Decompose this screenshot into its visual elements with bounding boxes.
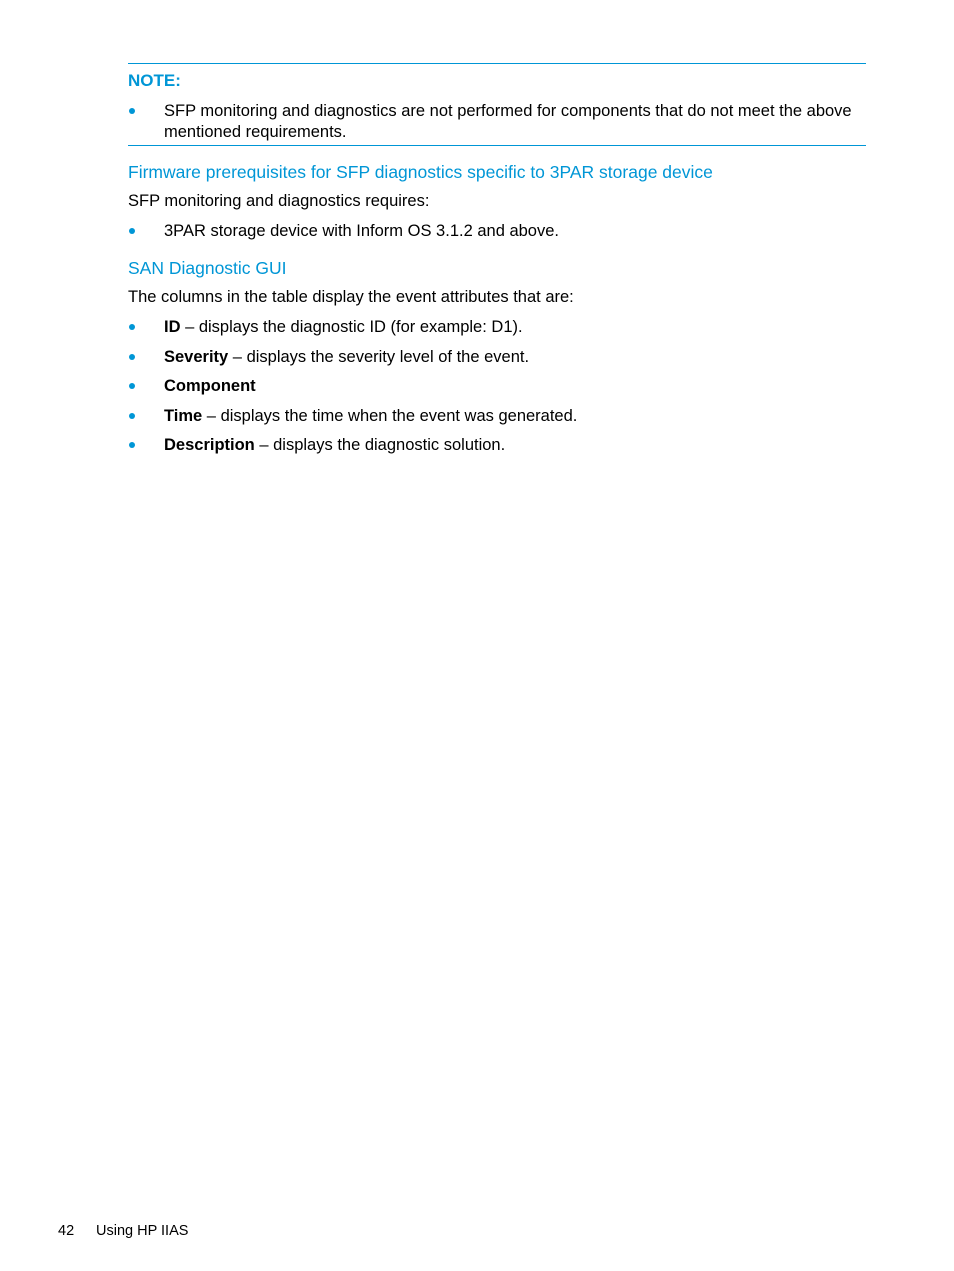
list-item-description — [128, 435, 868, 455]
list-item-text — [164, 406, 577, 426]
bullet-icon — [129, 383, 135, 389]
list-item-text — [164, 376, 256, 396]
term-description: – displays the time when the event was generated. — [202, 407, 578, 425]
list-item-text — [164, 317, 523, 337]
bullet-icon — [129, 354, 135, 360]
bullet-icon — [129, 228, 135, 234]
list-item-text: 3PAR storage device with Inform OS 3.1.2 and above. — [164, 222, 559, 240]
note-box — [128, 63, 866, 146]
list-item-text — [164, 435, 505, 455]
list-item-text — [164, 347, 529, 367]
term-label: Severity — [164, 348, 229, 366]
san-heading: SAN Diagnostic GUI — [128, 258, 287, 278]
list-item-severity — [128, 347, 868, 367]
bullet-icon — [129, 442, 135, 448]
bullet-icon — [129, 324, 135, 330]
term-description: – displays the diagnostic ID (for example: D1). — [180, 318, 523, 336]
bullet-icon — [129, 413, 135, 419]
bullet-icon — [129, 108, 135, 114]
term-label: Time — [164, 407, 203, 425]
list-item-component — [128, 376, 868, 396]
term-label: Description — [164, 436, 255, 454]
term-description: – displays the severity level of the event. — [228, 348, 530, 366]
list-item-id — [128, 317, 868, 337]
term-label: ID — [164, 318, 181, 336]
footer-section-title: Using HP IIAS — [96, 1223, 189, 1239]
list-item — [128, 221, 868, 241]
note-text: SFP monitoring and diagnostics are not performed for components that do not meet the above mentioned requirements. — [164, 102, 852, 141]
term-description: – displays the diagnostic solution. — [254, 436, 506, 454]
san-intro: The columns in the table display the event attributes that are: — [128, 288, 574, 306]
firmware-intro: SFP monitoring and diagnostics requires: — [128, 192, 430, 210]
firmware-heading: Firmware prerequisites for SFP diagnostics specific to 3PAR storage device — [128, 162, 713, 182]
list-item-time — [128, 406, 868, 426]
page-number: 42 — [58, 1223, 75, 1239]
note-label: NOTE: — [128, 71, 181, 90]
term-label: Component — [164, 377, 256, 395]
